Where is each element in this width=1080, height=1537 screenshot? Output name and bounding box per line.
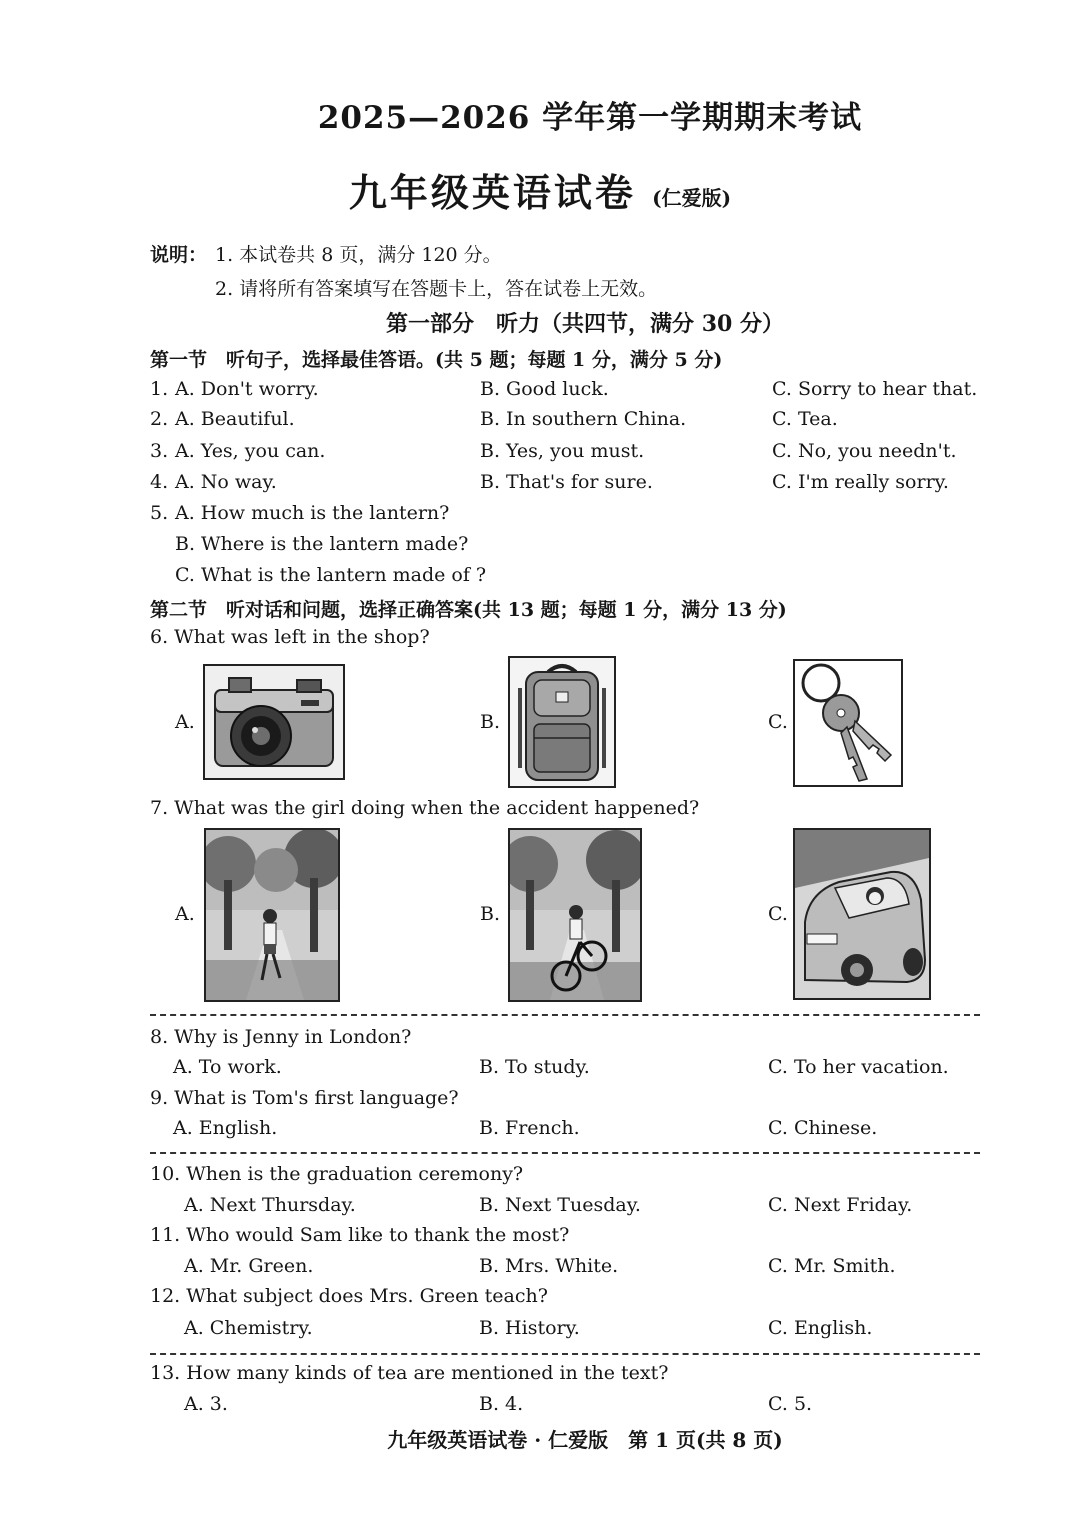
subtitle-text: 九年级英语试卷 — [348, 170, 636, 215]
girl-driving-icon — [795, 830, 929, 998]
notes-line-2: 2. 请将所有答案填写在答题卡上，答在试卷上无效。 — [215, 278, 658, 300]
q1-option-c: C. Sorry to hear that. — [772, 378, 978, 400]
q6-backpack-image — [508, 656, 616, 788]
q8-option-c: C. To her vacation. — [768, 1056, 949, 1078]
q6-stem: 6. What was left in the shop? — [150, 626, 430, 648]
q1-option-a: A. Don't worry. — [175, 378, 319, 400]
q1-number: 1. — [150, 378, 169, 400]
q5-number: 5. — [150, 502, 169, 524]
exam-title: 2025—2026 学年第一学期期末考试 — [317, 100, 863, 136]
section1-title: 第一节 听句子，选择最佳答语。(共 5 题；每题 1 分，满分 5 分) — [150, 349, 723, 371]
exam-subtitle — [0, 162, 1080, 217]
q11-option-b: B. Mrs. White. — [479, 1255, 619, 1277]
keys-icon — [795, 661, 901, 785]
q10-stem: 10. When is the graduation ceremony? — [150, 1163, 524, 1185]
q13-option-b: B. 4. — [479, 1393, 524, 1415]
q8-option-b: B. To study. — [479, 1056, 590, 1078]
camera-icon — [205, 666, 343, 778]
q8-option-a: A. To work. — [173, 1056, 282, 1078]
page-footer: 九年级英语试卷 · 仁爱版 第 1 页(共 8 页) — [387, 1428, 783, 1452]
q12-stem: 12. What subject does Mrs. Green teach? — [150, 1285, 548, 1307]
part1-title: 第一部分 听力（共四节，满分 30 分） — [386, 311, 784, 337]
q12-option-a: A. Chemistry. — [184, 1317, 313, 1339]
q2-number: 2. — [150, 408, 169, 430]
cut-line-3 — [150, 1353, 980, 1355]
q7-label-c: C. — [768, 903, 788, 925]
q9-option-c: C. Chinese. — [768, 1117, 878, 1139]
q6-label-a: A. — [175, 711, 195, 733]
q5-option-b: B. Where is the lantern made? — [175, 533, 469, 555]
q12-option-b: B. History. — [479, 1317, 580, 1339]
q10-option-b: B. Next Tuesday. — [479, 1194, 641, 1216]
q9-stem: 9. What is Tom's first language? — [150, 1087, 459, 1109]
q5-option-c: C. What is the lantern made of ? — [175, 564, 487, 586]
q6-label-b: B. — [480, 711, 501, 733]
q11-stem: 11. Who would Sam like to thank the most? — [150, 1224, 570, 1246]
q10-option-c: C. Next Friday. — [768, 1194, 913, 1216]
q7-stem: 7. What was the girl doing when the accident happened? — [150, 797, 700, 819]
q3-option-a: A. Yes, you can. — [175, 440, 326, 462]
q11-option-a: A. Mr. Green. — [184, 1255, 314, 1277]
q6-keys-image — [793, 659, 903, 787]
q3-number: 3. — [150, 440, 169, 462]
notes-line-1: 1. 本试卷共 8 页，满分 120 分。 — [215, 244, 502, 266]
edition-label: (仁爱版) — [652, 186, 732, 210]
q4-option-b: B. That's for sure. — [480, 471, 653, 493]
q9-option-b: B. French. — [479, 1117, 580, 1139]
q10-option-a: A. Next Thursday. — [184, 1194, 356, 1216]
q7-cycling-image — [508, 828, 642, 1002]
q11-option-c: C. Mr. Smith. — [768, 1255, 896, 1277]
q7-walking-image — [204, 828, 340, 1002]
q3-option-b: B. Yes, you must. — [480, 440, 645, 462]
q7-label-a: A. — [175, 903, 195, 925]
q2-option-c: C. Tea. — [772, 408, 838, 430]
q13-option-a: A. 3. — [184, 1393, 228, 1415]
q4-option-a: A. No way. — [175, 471, 277, 493]
q9-option-a: A. English. — [173, 1117, 278, 1139]
backpack-icon — [510, 658, 614, 786]
q4-number: 4. — [150, 471, 169, 493]
q5-option-a: A. How much is the lantern? — [175, 502, 450, 524]
q7-label-b: B. — [480, 903, 501, 925]
cut-line-1 — [150, 1014, 980, 1016]
q12-option-c: C. English. — [768, 1317, 873, 1339]
q7-driving-image — [793, 828, 931, 1000]
q8-stem: 8. Why is Jenny in London? — [150, 1026, 412, 1048]
notes-label: 说明： — [150, 244, 208, 266]
q4-option-c: C. I'm really sorry. — [772, 471, 949, 493]
q6-label-c: C. — [768, 711, 788, 733]
girl-walking-icon — [206, 830, 338, 1000]
girl-cycling-icon — [510, 830, 640, 1000]
q1-option-b: B. Good luck. — [480, 378, 609, 400]
q13-option-c: C. 5. — [768, 1393, 813, 1415]
q3-option-c: C. No, you needn't. — [772, 440, 957, 462]
section2-title: 第二节 听对话和问题，选择正确答案(共 13 题；每题 1 分，满分 13 分) — [150, 599, 787, 621]
q6-camera-image — [203, 664, 345, 780]
q13-stem: 13. How many kinds of tea are mentioned in the text? — [150, 1362, 669, 1384]
q2-option-a: A. Beautiful. — [175, 408, 295, 430]
q2-option-b: B. In southern China. — [480, 408, 687, 430]
cut-line-2 — [150, 1152, 980, 1154]
